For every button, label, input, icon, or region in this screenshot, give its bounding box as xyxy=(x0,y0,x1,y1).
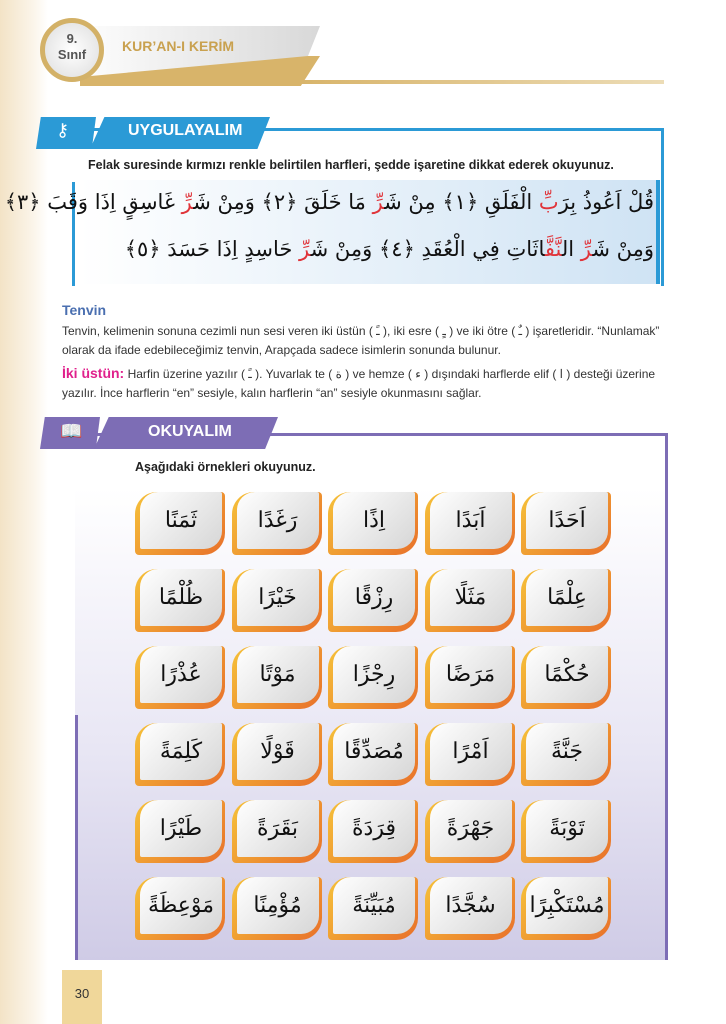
word-text: رِجْزًا xyxy=(333,646,415,703)
verse-text: قُلْ اَعُوذُ بِرَ xyxy=(558,190,654,214)
grade-badge xyxy=(40,18,104,82)
word-text: حُكْمًا xyxy=(526,646,608,703)
highlighted-letter: رِّ xyxy=(372,190,385,214)
iki-ustun-text: Harfin üzerine yazılır ( ـً ). Yuvarlak te ( ة ) ve hemze ( ء ) dışındaki harflerde elif ( ا ) desteği üzerine yazılır. İnce harflerin “en” sesiyle, kalın harflerin “an” sesiyle okunmasını sağlar. xyxy=(62,367,656,400)
word-card xyxy=(232,569,322,632)
word-card xyxy=(425,569,515,632)
word-text: رِزْقًا xyxy=(333,569,415,626)
word-card xyxy=(328,492,418,555)
verse-text: حَاسِدٍ اِذَا حَسَدَ ﴿٥﴾ xyxy=(124,237,300,261)
verse-line-2 xyxy=(125,237,654,261)
word-card xyxy=(232,646,322,709)
page-margin-strip xyxy=(0,0,48,1024)
word-text: قِرَدَةً xyxy=(333,800,415,857)
word-card xyxy=(232,723,322,786)
word-text: جَهْرَةً xyxy=(430,800,512,857)
word-card xyxy=(135,569,225,632)
word-card xyxy=(232,492,322,555)
uygulayalim-instruction: Felak suresinde kırmızı renkle belirtilen harfleri, şedde işaretine dikkat ederek okuyunuz. xyxy=(88,158,614,172)
word-card xyxy=(521,492,611,555)
word-text: بَقَرَةً xyxy=(237,800,319,857)
word-text: مَرَضًا xyxy=(430,646,512,703)
word-card xyxy=(425,723,515,786)
word-text: قَوْلًا xyxy=(237,723,319,780)
word-card xyxy=(135,723,225,786)
highlighted-letter: رِّ xyxy=(299,237,311,261)
highlighted-letter: بِّ xyxy=(538,190,559,214)
word-text: مُسْتَكْبِرًا xyxy=(526,877,608,934)
word-card xyxy=(232,877,322,940)
word-card xyxy=(425,646,515,709)
teacher-key-icon: ⚷ xyxy=(56,120,70,140)
word-text: عِلْمًا xyxy=(526,569,608,626)
word-text: ثَمَنًا xyxy=(140,492,222,549)
highlighted-letter: رِّ xyxy=(580,237,593,261)
page-number: 30 xyxy=(62,970,102,1024)
okuyalim-instruction: Aşağıdaki örnekleri okuyunuz. xyxy=(135,460,316,474)
word-text: تَوْبَةً xyxy=(526,800,608,857)
word-text: مَوْعِظَةً xyxy=(140,877,222,934)
word-card xyxy=(521,646,611,709)
verse-text: وَمِنْ شَ xyxy=(592,237,654,261)
word-text: ظُلْمًا xyxy=(140,569,222,626)
word-text: اَحَدًا xyxy=(526,492,608,549)
word-card xyxy=(425,800,515,863)
word-text: سُجَّدًا xyxy=(430,877,512,934)
word-card xyxy=(521,569,611,632)
word-text: مُصَدِّقًا xyxy=(333,723,415,780)
word-card xyxy=(328,723,418,786)
okuyalim-title: OKUYALIM xyxy=(148,423,232,440)
word-card xyxy=(425,877,515,940)
header-line xyxy=(300,80,664,84)
course-title: KUR’AN-I KERİM xyxy=(122,38,234,54)
uygulayalim-title: UYGULAYALIM xyxy=(128,122,243,139)
grade-label: Sınıf xyxy=(57,47,87,62)
verse-text: غَاسِقٍ اِذَا وَقَبَ ﴿٣﴾ xyxy=(4,190,182,214)
word-text: جَنَّةً xyxy=(526,723,608,780)
word-text: مَثَلًا xyxy=(430,569,512,626)
verse-text: الْفَلَقِ ﴿١﴾ مِنْ شَ xyxy=(384,190,539,214)
word-text: مُبَيِّنَةً xyxy=(333,877,415,934)
word-grid xyxy=(135,492,611,940)
word-text: رَغَدًا xyxy=(237,492,319,549)
word-card xyxy=(135,800,225,863)
word-text: كَلِمَةً xyxy=(140,723,222,780)
okuyalim-frame-border xyxy=(75,715,78,960)
tenvin-heading: Tenvin xyxy=(62,302,107,318)
word-card xyxy=(521,877,611,940)
verse-text: اثَاتِ فِي الْعُقَدِ ﴿٤﴾ وَمِنْ شَ xyxy=(310,237,545,261)
word-card xyxy=(521,723,611,786)
iki-ustun-label: İki üstün: xyxy=(62,365,125,381)
verse-line-1 xyxy=(5,190,654,214)
word-text: اَبَدًا xyxy=(430,492,512,549)
word-text: عُذْرًا xyxy=(140,646,222,703)
word-card xyxy=(521,800,611,863)
word-card xyxy=(328,646,418,709)
word-card xyxy=(135,877,225,940)
word-card xyxy=(135,492,225,555)
word-text: مُؤْمِنًا xyxy=(237,877,319,934)
highlighted-letter: نَّفَّ xyxy=(544,237,562,261)
verse-text: ال xyxy=(561,237,581,261)
tenvin-paragraph: Tenvin, kelimenin sonuna cezimli nun sesi veren iki üstün ( ـً ), iki esre ( ـٍ ) ve iki ötre ( ـٌ ) işaretleridir. “Nunlamak” olarak da ifade edebileceğimiz tenvin, Arapçada sadece isimlerin sonunda bulunur. xyxy=(62,324,660,357)
word-text: اَمْرًا xyxy=(430,723,512,780)
verse-text: مَا خَلَقَ ﴿٢﴾ وَمِنْ شَ xyxy=(193,190,373,214)
word-text: خَيْرًا xyxy=(237,569,319,626)
word-card xyxy=(328,569,418,632)
word-text: اِذًا xyxy=(333,492,415,549)
grade-number: 9. xyxy=(66,31,78,46)
iki-ustun-paragraph xyxy=(62,364,682,403)
word-card xyxy=(328,877,418,940)
word-card xyxy=(425,492,515,555)
word-card xyxy=(135,646,225,709)
open-book-icon: 📖 xyxy=(60,421,83,441)
word-text: مَوْتًا xyxy=(237,646,319,703)
word-card xyxy=(328,800,418,863)
highlighted-letter: رِّ xyxy=(181,190,194,214)
word-text: طَيْرًا xyxy=(140,800,222,857)
word-card xyxy=(232,800,322,863)
